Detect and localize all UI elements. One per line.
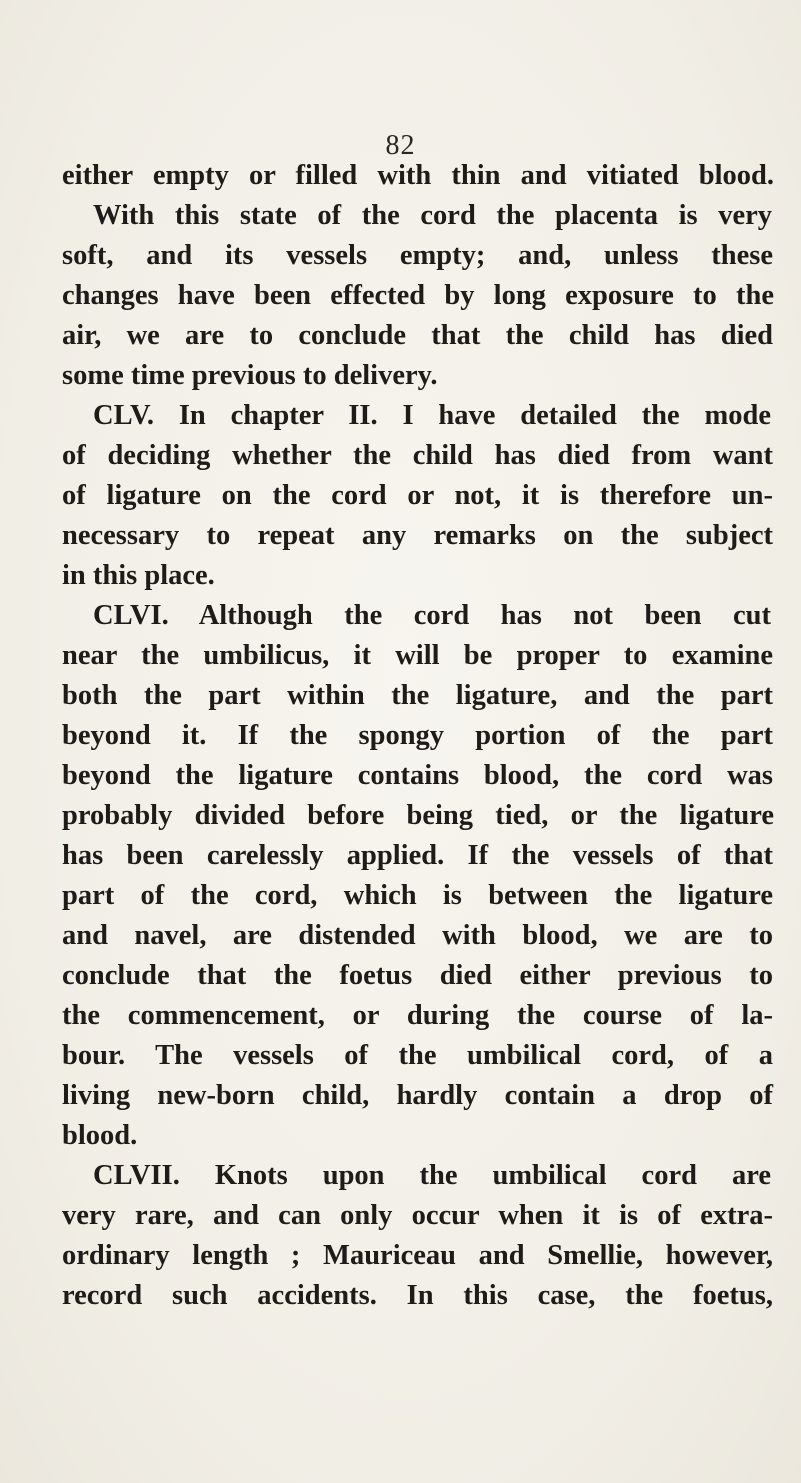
text-line: and navel, are distended with blood, we are to	[62, 920, 773, 951]
text-line: very rare, and can only occur when it is of extra-	[62, 1200, 773, 1231]
text-line: changes have been effected by long exposure to the	[62, 280, 774, 311]
page-number: 82	[385, 130, 416, 161]
text-line: some time previous to delivery.	[62, 360, 438, 391]
text-line: of ligature on the cord or not, it is therefore un-	[62, 480, 773, 511]
text-line: has been carelessly applied. If the vessels of that	[62, 840, 773, 871]
text-line: CLVII. Knots upon the umbilical cord are	[93, 1160, 771, 1191]
text-line: air, we are to conclude that the child has died	[62, 320, 773, 351]
text-line: probably divided before being tied, or the ligature	[62, 800, 774, 831]
text-line: either empty or filled with thin and vitiated blood.	[62, 160, 774, 191]
text-line: CLV. In chapter II. I have detailed the mode	[93, 400, 771, 431]
text-line: ordinary length ; Mauriceau and Smellie, however,	[62, 1240, 773, 1271]
text-line: of deciding whether the child has died from want	[62, 440, 773, 471]
text-line: both the part within the ligature, and the part	[62, 680, 773, 711]
text-line: part of the cord, which is between the ligature	[62, 880, 773, 911]
text-line: With this state of the cord the placenta is very	[93, 200, 772, 231]
text-line: blood.	[62, 1120, 138, 1151]
text-line: record such accidents. In this case, the foetus,	[62, 1280, 773, 1311]
text-line: bour. The vessels of the umbilical cord, of a	[62, 1040, 773, 1071]
text-line: living new-born child, hardly contain a drop of	[62, 1080, 773, 1111]
text-line: soft, and its vessels empty; and, unless these	[62, 240, 773, 271]
text-line: beyond it. If the spongy portion of the part	[62, 720, 773, 751]
text-line: CLVI. Although the cord has not been cut	[93, 600, 771, 631]
text-line: beyond the ligature contains blood, the cord was	[62, 760, 773, 791]
text-line: in this place.	[62, 560, 215, 591]
text-line: conclude that the foetus died either previous to	[62, 960, 773, 991]
text-line: necessary to repeat any remarks on the subject	[62, 520, 773, 551]
text-line: near the umbilicus, it will be proper to examine	[62, 640, 773, 671]
text-line: the commencement, or during the course of la-	[62, 1000, 773, 1031]
